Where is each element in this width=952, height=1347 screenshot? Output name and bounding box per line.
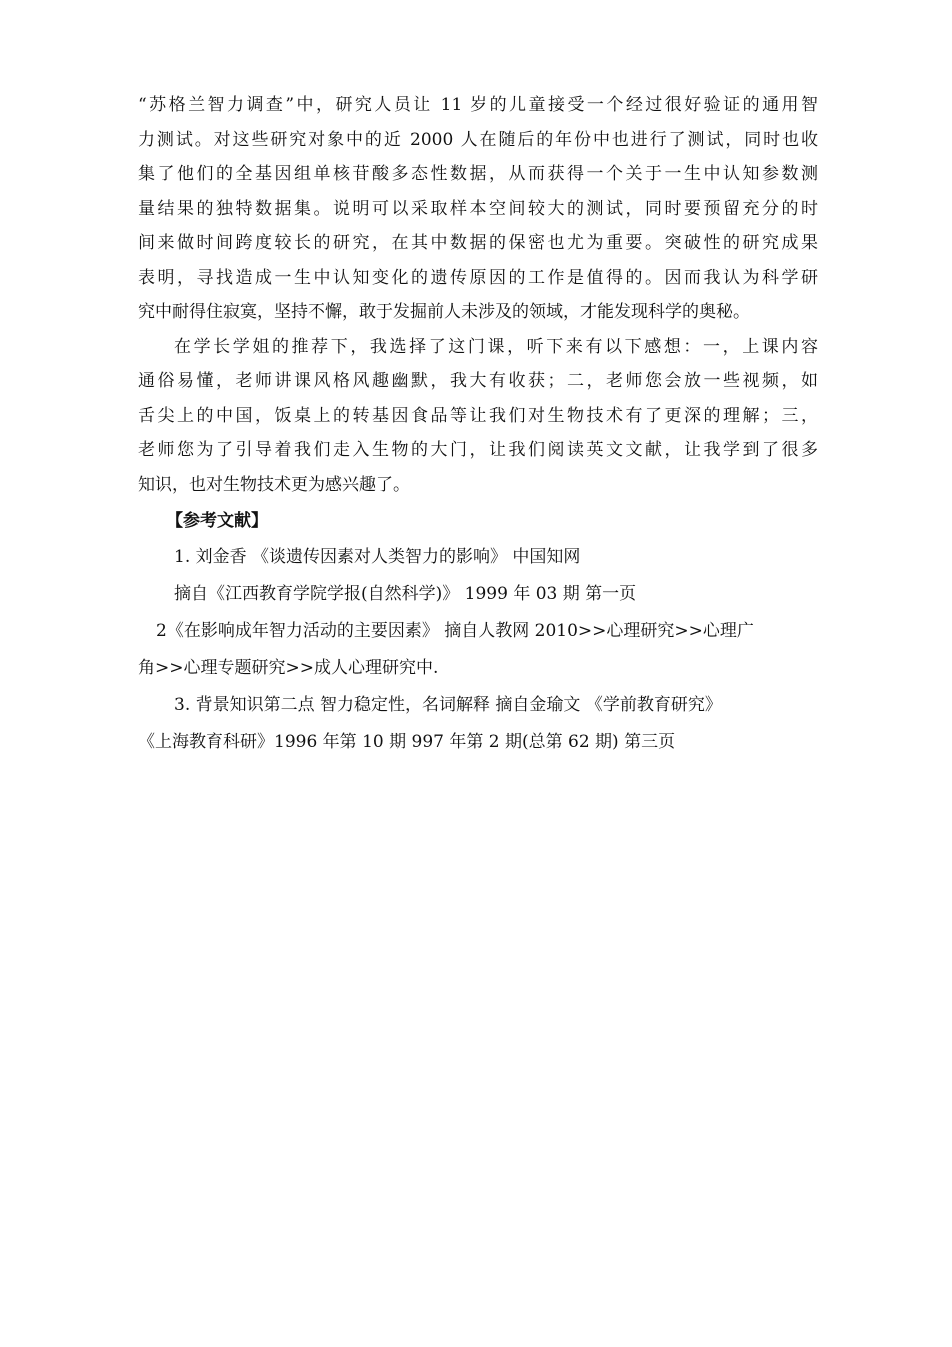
reference-line: 角>>心理专题研究>>成人心理研究中. — [138, 657, 439, 678]
references-list — [138, 539, 818, 761]
paragraph-line: 老师您为了引导着我们走入生物的大门，让我们阅读英文文献，让我学到了很多 — [138, 440, 818, 460]
paragraph-course-reflection — [138, 330, 818, 503]
paragraph-line: 间来做时间跨度较长的研究，在其中数据的保密也尤为重要。突破性的研究成果 — [138, 233, 818, 253]
paragraph-scottish-survey — [138, 88, 818, 330]
paragraph-line: “苏格兰智力调查”中，研究人员让 11 岁的儿童接受一个经过很好验证的通用智 — [138, 95, 818, 115]
paragraph-line: 集了他们的全基因组单核苷酸多态性数据，从而获得一个关于一生中认知参数测 — [138, 164, 818, 184]
reference-line: 2《在影响成年智力活动的主要因素》 摘自人教网 2010>>心理研究>>心理广 — [156, 620, 754, 641]
paragraph-line: 舌尖上的中国，饭桌上的转基因食品等让我们对生物技术有了更深的理解；三， — [138, 405, 818, 426]
reference-line: 1. 刘金香 《谈遗传因素对人类智力的影响》 中国知网 — [174, 546, 581, 567]
paragraph-line: 表明，寻找造成一生中认知变化的遗传原因的工作是值得的。因而我认为科学研 — [138, 267, 818, 288]
paragraph-line: 在学长学姐的推荐下，我选择了这门课，听下来有以下感想：一，上课内容 — [174, 336, 818, 357]
paragraph-line: 究中耐得住寂寞，坚持不懈，敢于发掘前人未涉及的领域，才能发现科学的奥秘。 — [138, 302, 750, 322]
paragraph-line: 通俗易懂，老师讲课风格风趣幽默，我大有收获；二，老师您会放一些视频，如 — [138, 371, 818, 391]
references-heading: 【参考文献】 — [166, 511, 268, 531]
reference-line: 摘自《江西教育学院学报(自然科学)》 1999 年 03 期 第一页 — [174, 583, 637, 604]
paragraph-line: 力测试。对这些研究对象中的近 2000 人在随后的年份中也进行了测试，同时也收 — [138, 129, 818, 150]
paragraph-line: 量结果的独特数据集。说明可以采取样本空间较大的测试，同时要预留充分的时 — [138, 198, 818, 219]
reference-line: 3. 背景知识第二点 智力稳定性，名词解释 摘自金瑜文 《学前教育研究》 — [174, 694, 722, 715]
document-body — [138, 88, 818, 761]
reference-line: 《上海教育科研》1996 年第 10 期 997 年第 2 期(总第 62 期) 第三页 — [138, 731, 676, 752]
paragraph-line: 知识，也对生物技术更为感兴趣了。 — [138, 474, 410, 495]
